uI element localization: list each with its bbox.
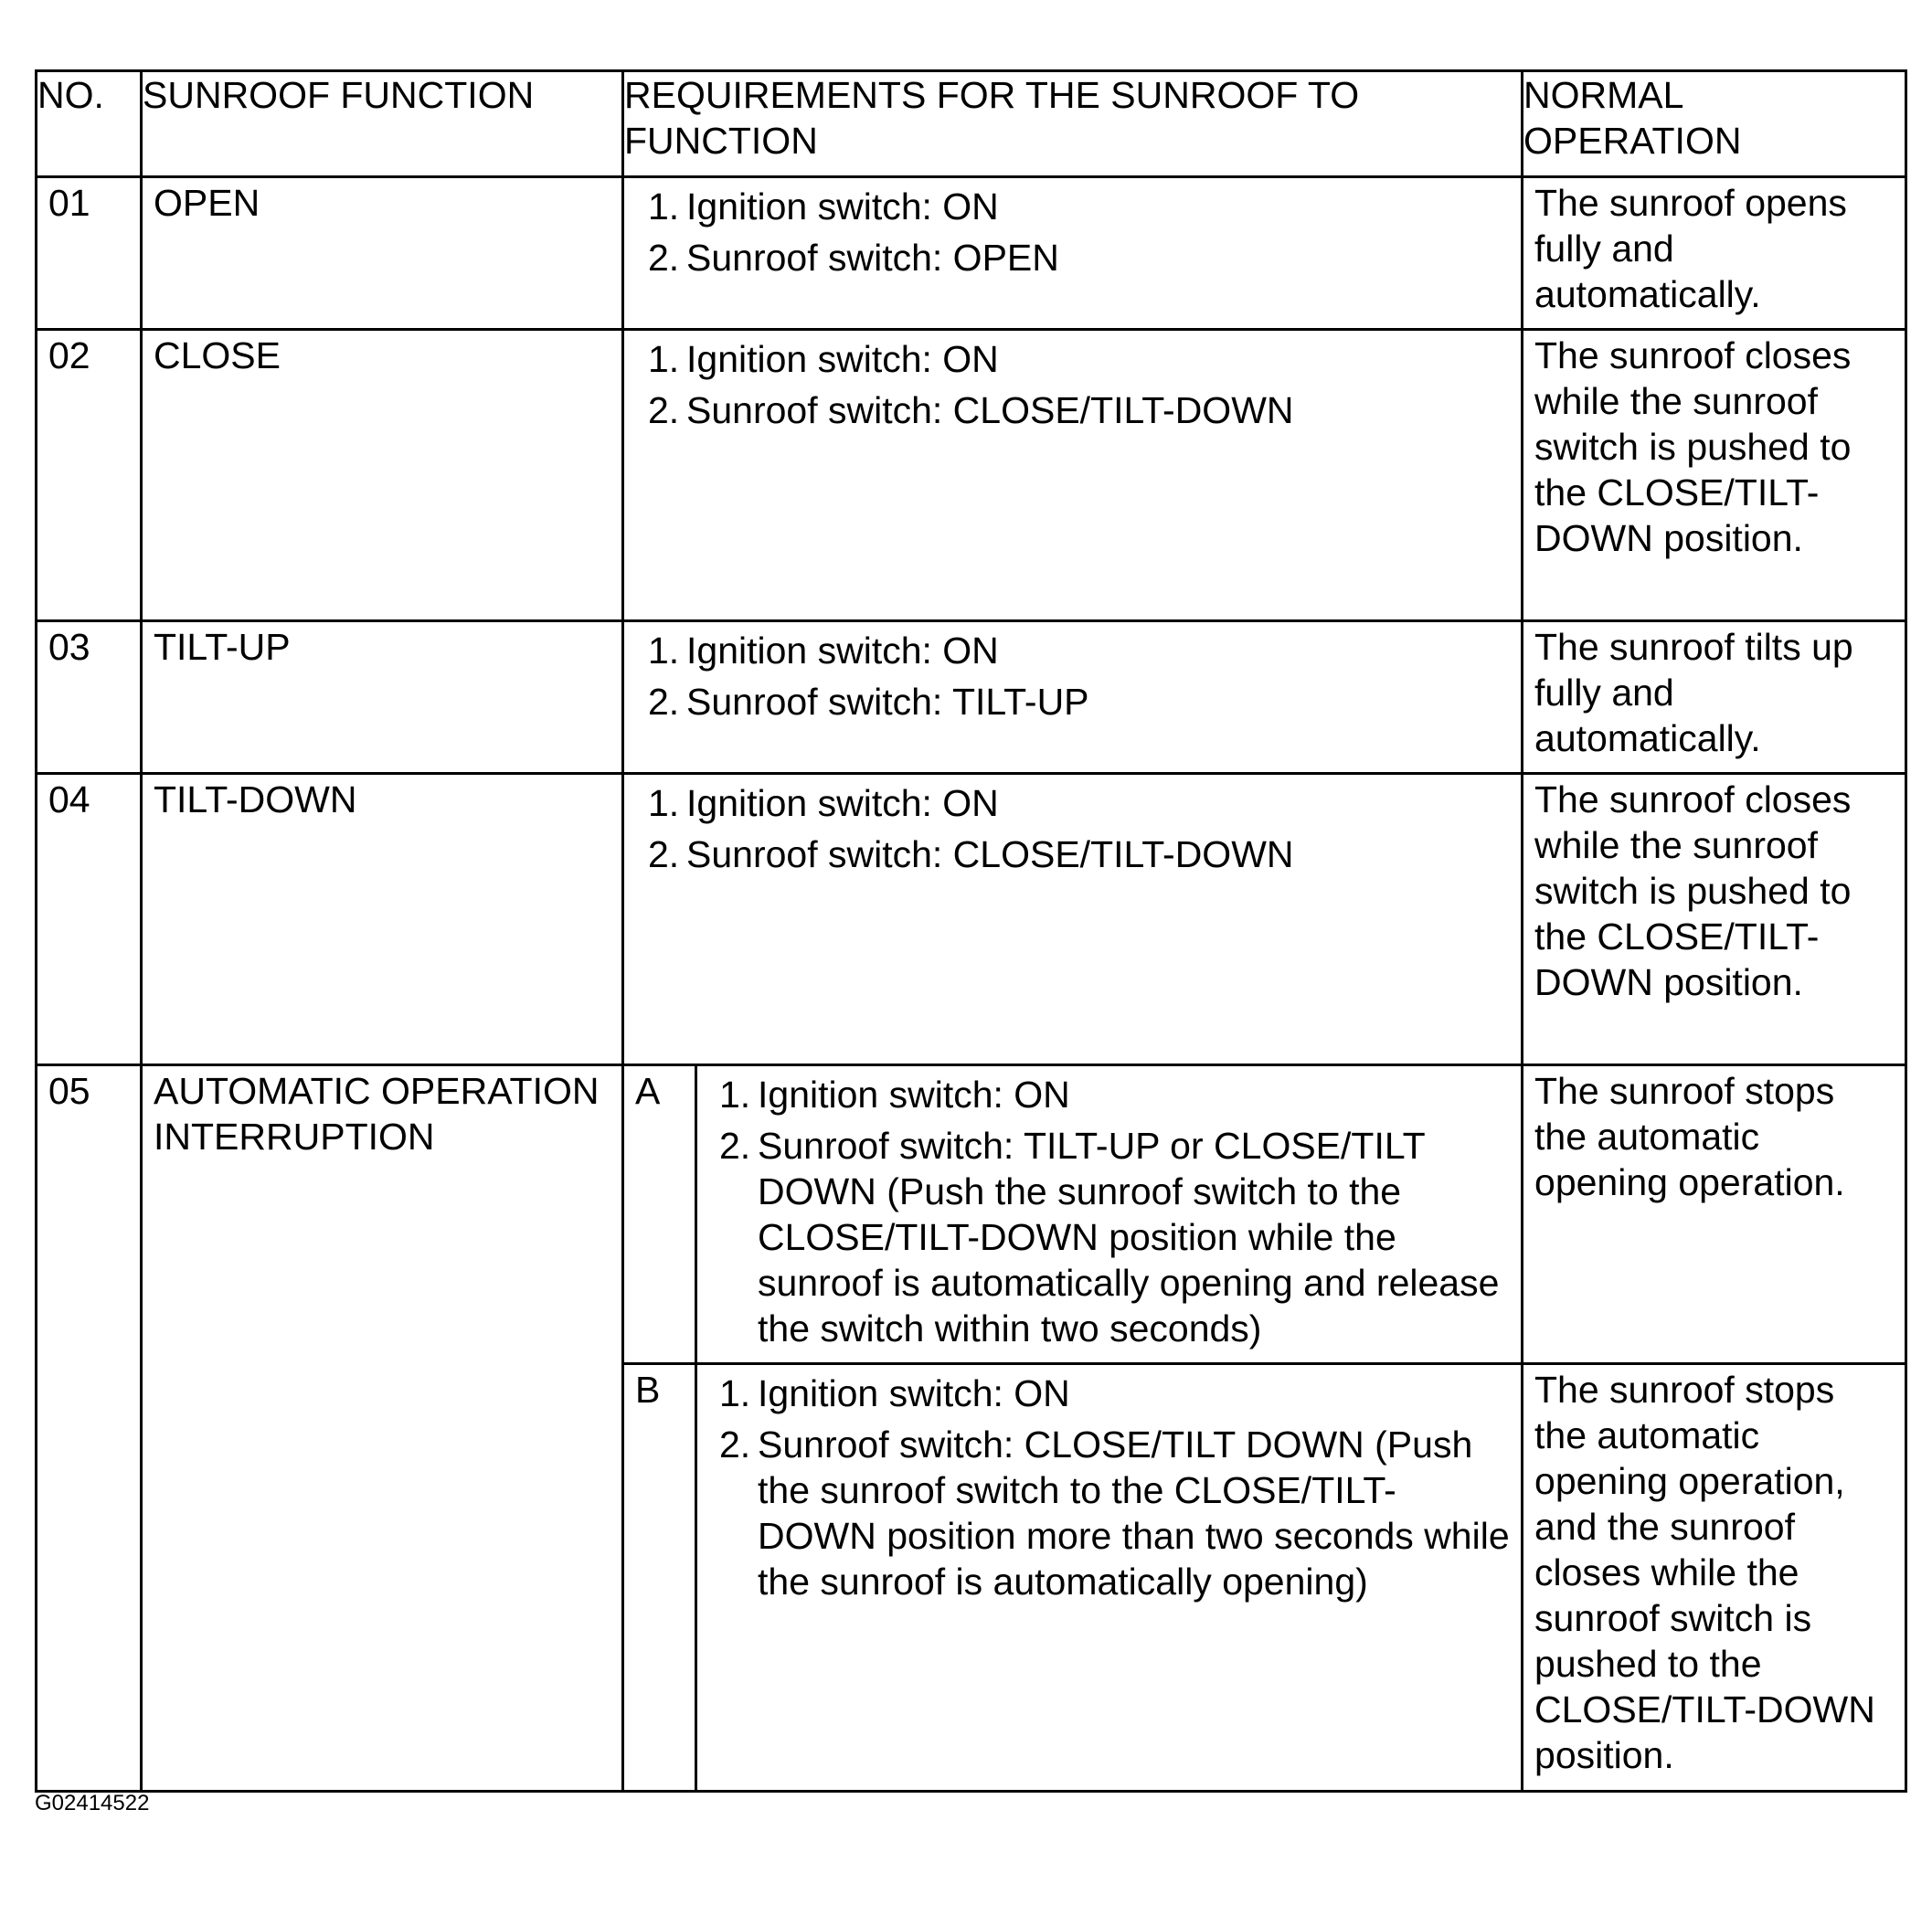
normal-operation: The sunroof stops the automatic opening operation, and the sunroof closes while the sunroof switch is pushed to the CLOSE/TILT-DOWN position.	[1534, 1369, 1875, 1776]
table-row	[37, 177, 1906, 330]
sunroof-function-table	[35, 69, 1907, 1793]
normal-operation: The sunroof closes while the sunroof switch is pushed to the CLOSE/TILT-DOWN position.	[1534, 334, 1852, 559]
row-number: 01	[48, 182, 90, 224]
requirements-list	[624, 780, 1521, 877]
row-number: 02	[48, 334, 90, 376]
requirement-item: 1. Ignition switch: ON	[719, 1074, 1070, 1116]
requirement-item: 1. Ignition switch: ON	[719, 1372, 1070, 1414]
function-name: AUTOMATIC OPERATION INTERRUPTION	[154, 1070, 600, 1158]
sub-case-label: B	[635, 1369, 661, 1411]
sub-case-label: A	[635, 1070, 661, 1112]
header-normal-operation: NORMAL OPERATION	[1523, 71, 1906, 177]
row-number: 03	[48, 626, 90, 668]
header-no: NO.	[37, 71, 142, 177]
normal-operation: The sunroof tilts up fully and automatically.	[1534, 626, 1853, 759]
table-header-row	[37, 71, 1906, 177]
function-name: TILT-DOWN	[154, 778, 357, 820]
row-number: 04	[48, 778, 90, 820]
requirement-item: 1. Ignition switch: ON	[648, 185, 999, 228]
requirement-item: 1. Ignition switch: ON	[648, 338, 999, 380]
requirement-item: 2. Sunroof switch: OPEN	[648, 237, 1059, 279]
requirement-item: 2. Sunroof switch: TILT-UP or CLOSE/TILT DOWN (Push the sunroof switch to the CLOSE/TILT-DOWN position while the sunroof is automatically opening and release the switch within two seconds)	[719, 1125, 1500, 1349]
normal-operation: The sunroof closes while the sunroof switch is pushed to the CLOSE/TILT-DOWN position.	[1534, 778, 1852, 1003]
requirement-item: 2. Sunroof switch: CLOSE/TILT-DOWN	[648, 389, 1294, 431]
table-row	[37, 774, 1906, 1065]
table-row	[37, 621, 1906, 774]
requirement-item: 1. Ignition switch: ON	[648, 630, 999, 672]
requirements-list	[624, 184, 1521, 280]
table-row	[37, 330, 1906, 621]
requirement-item: 2. Sunroof switch: CLOSE/TILT-DOWN	[648, 833, 1294, 875]
requirements-list	[624, 628, 1521, 725]
requirement-item: 2. Sunroof switch: TILT-UP	[648, 681, 1089, 723]
figure-code: G02414522	[35, 1791, 150, 1815]
table-row	[37, 1065, 1906, 1364]
requirements-list	[697, 1371, 1521, 1604]
header-requirements: REQUIREMENTS FOR THE SUNROOF TO FUNCTION	[623, 71, 1523, 177]
normal-operation: The sunroof stops the automatic opening operation.	[1534, 1070, 1845, 1203]
requirement-item: 1. Ignition switch: ON	[648, 782, 999, 824]
row-number: 05	[48, 1070, 90, 1112]
requirements-list	[624, 336, 1521, 433]
header-function: SUNROOF FUNCTION	[142, 71, 623, 177]
function-name: CLOSE	[154, 334, 281, 376]
requirement-item: 2. Sunroof switch: CLOSE/TILT DOWN (Push the sunroof switch to the CLOSE/TILT-DOWN position more than two seconds while the sunroof is automatically opening)	[719, 1423, 1510, 1603]
normal-operation: The sunroof opens fully and automatically.	[1534, 182, 1847, 315]
function-name: OPEN	[154, 182, 260, 224]
function-name: TILT-UP	[154, 626, 291, 668]
requirements-list	[697, 1072, 1521, 1351]
